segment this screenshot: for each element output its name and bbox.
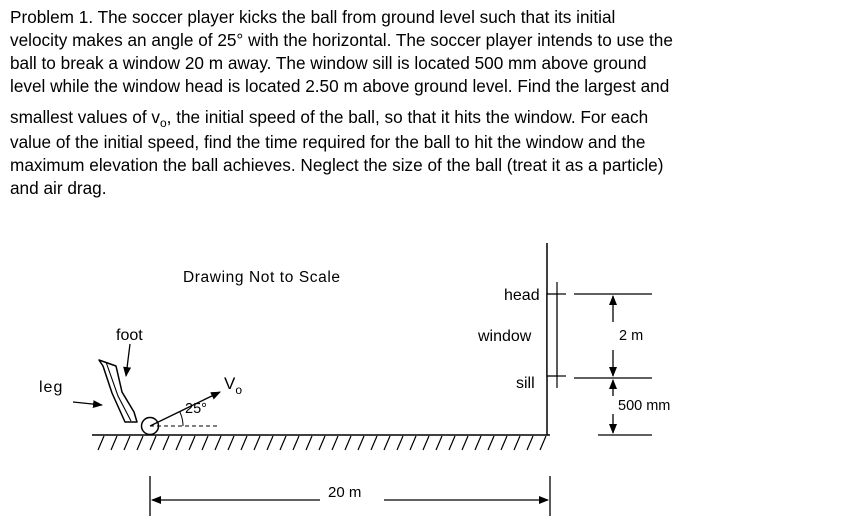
window-label: window — [478, 328, 532, 345]
problem-line-4: level while the window head is located 2.50 m above ground level. Find the largest and — [10, 75, 670, 96]
foot-label: foot — [116, 327, 143, 344]
angle-arc — [180, 412, 183, 426]
window-height-label: 2 m — [619, 328, 644, 344]
sill-height-label: 500 mm — [618, 398, 671, 414]
leg-pointer-arrow — [73, 402, 102, 405]
velocity-label-v: V — [224, 374, 236, 393]
ground — [92, 435, 550, 450]
velocity-label — [224, 374, 242, 397]
problem-line-5a: smallest values of v — [10, 106, 160, 127]
problem-v-subscript: o — [159, 115, 167, 130]
sill-label: sill — [516, 375, 535, 392]
foot-pointer-arrow — [126, 344, 130, 376]
ground-hatching — [98, 436, 546, 450]
velocity-label-sub: o — [235, 383, 243, 397]
problem-line-7: maximum elevation the ball achieves. Neglect the size of the ball (treat it as a particle) — [10, 155, 664, 176]
distance-label: 20 m — [328, 484, 362, 501]
angle-label: 25° — [185, 401, 207, 417]
leg-shape — [99, 360, 137, 422]
leg-label: leg — [39, 379, 64, 396]
problem-line-2: velocity makes an angle of 25° with the horizontal. The soccer player intends to use the — [10, 29, 673, 50]
problem-line-3: ball to break a window 20 m away. The window sill is located 500 mm above ground — [10, 52, 647, 73]
problem-line-1: Problem 1. The soccer player kicks the ball from ground level such that its initial — [10, 7, 616, 27]
head-label: head — [504, 287, 540, 304]
drawing-note: Drawing Not to Scale — [183, 269, 341, 286]
window-opening — [547, 294, 557, 376]
problem-line-8: and air drag. — [10, 178, 107, 199]
problem-line-6: value of the initial speed, find the time required for the ball to hit the window and the — [10, 132, 646, 153]
problem-line-5b: , the initial speed of the ball, so that it hits the window. For each — [166, 106, 649, 127]
